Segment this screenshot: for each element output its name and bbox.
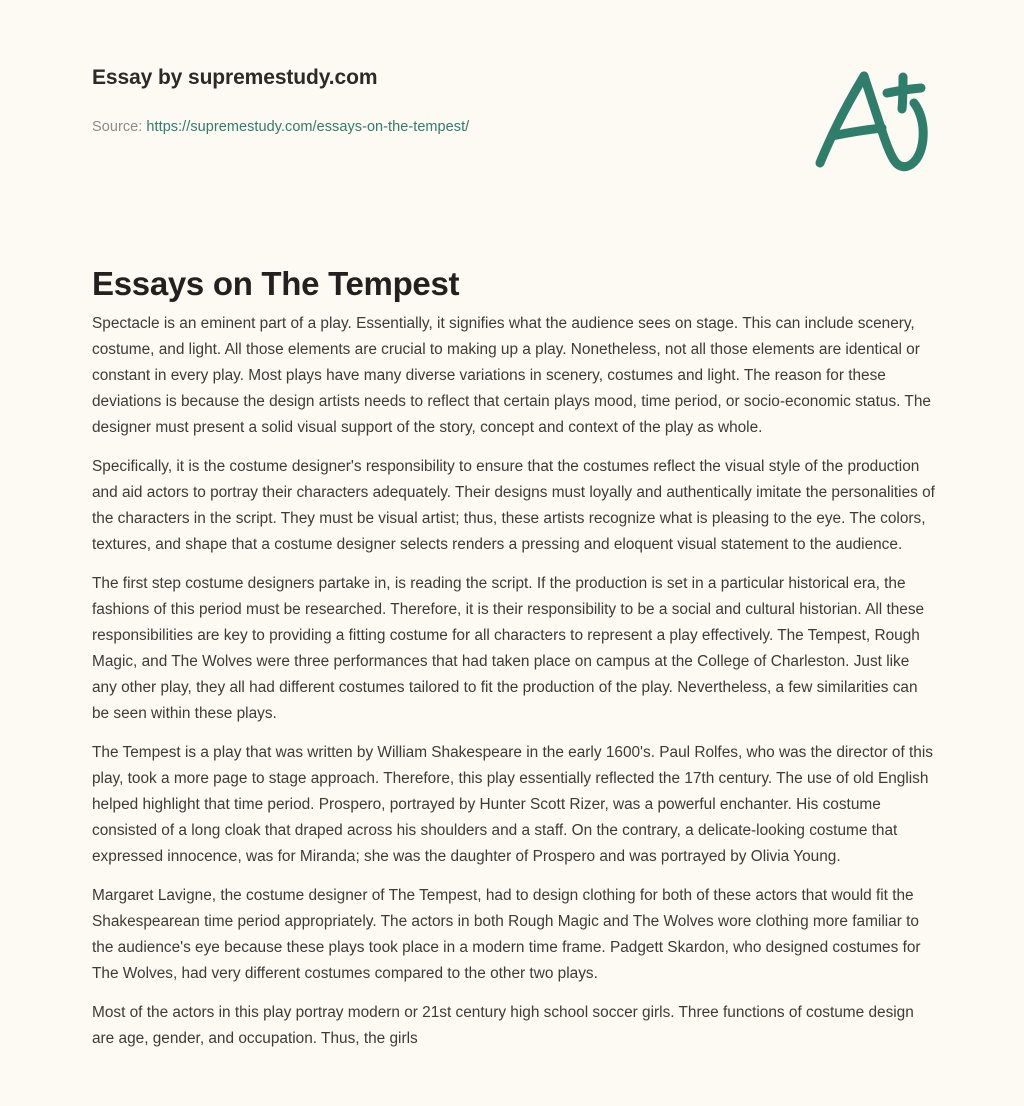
body-paragraph: The first step costume designers partake in, is reading the script. If the production is set in a particular historical era, the fashions of this period must be researched. Therefore, it is their responsibility to be a social and cultural historian. All these responsibilities are key to providing a fitting costume for all characters to represent a play effectively. The Tempest, Rough Magic, and The Wolves were three performances that had taken place on campus at the College of Charleston. Just like any other play, they all had different costumes tailored to fit the production of the play. Nevertheless, a few similarities can be seen within these plays.	[92, 574, 925, 723]
body-paragraph: The Tempest is a play that was written by William Shakespeare in the early 1600's. Paul Rolfes, who was the director of this play, took a more page to stage approach. Therefore, this play essentially reflected the 17th century. The use of old English helped highlight that time period. Prospero, portrayed by Hunter Scott Rizer, was a powerful enchanter. His costume consisted of a long cloak that draped across his shoulders and a staff. On the contrary, a delicate-looking costume that expressed innocence, was for Miranda; she was the daughter of Prospero and was portrayed by Olivia Young.	[92, 743, 933, 866]
article-body	[92, 311, 937, 1052]
a-plus-logo-glyph	[806, 62, 936, 180]
source-label: Source:	[92, 119, 143, 135]
page-header	[0, 0, 1024, 200]
essay-byline: Essay by supremestudy.com	[92, 66, 378, 89]
source-line	[92, 119, 469, 135]
source-url-link[interactable]: https://supremestudy.com/essays-on-the-tempest/	[146, 119, 470, 135]
a-plus-logo-icon[interactable]	[806, 62, 936, 180]
body-paragraph: Spectacle is an eminent part of a play. Essentially, it signifies what the audience sees on stage. This can include scenery, costume, and light. All those elements are crucial to making up a play. Nonetheless, not all those elements are identical or constant in every play. Most plays have many diverse variations in scenery, costumes and light. The reason for these deviations is because the design artists needs to reflect that certain plays mood, time period, or socio-economic status. The designer must present a solid visual support of the story, concept and context of the play as whole.	[92, 315, 931, 437]
body-paragraph: Margaret Lavigne, the costume designer of The Tempest, had to design clothing for both of these actors that would fit the Shakespearean time period appropriately. The actors in both Rough Magic and The Wolves wore clothing more familiar to the audience's eye because these plays took place in a modern time frame. Padgett Skardon, who designed costumes for The Wolves, had very different costumes compared to the other two plays.	[92, 886, 921, 983]
page-title: Essays on The Tempest	[92, 265, 460, 303]
body-paragraph: Most of the actors in this play portray modern or 21st century high school soccer girls. Three functions of costume design are age, gender, and occupation. Thus, the girls	[92, 1003, 914, 1047]
body-paragraph: Specifically, it is the costume designer's responsibility to ensure that the costumes reflect the visual style of the production and aid actors to portray their characters adequately. Their designs must loyally and authentically imitate the personalities of the characters in the script. They must be visual artist; thus, these artists recognize what is pleasing to the eye. The colors, textures, and shape that a costume designer selects renders a pressing and eloquent visual statement to the audience.	[92, 457, 935, 554]
